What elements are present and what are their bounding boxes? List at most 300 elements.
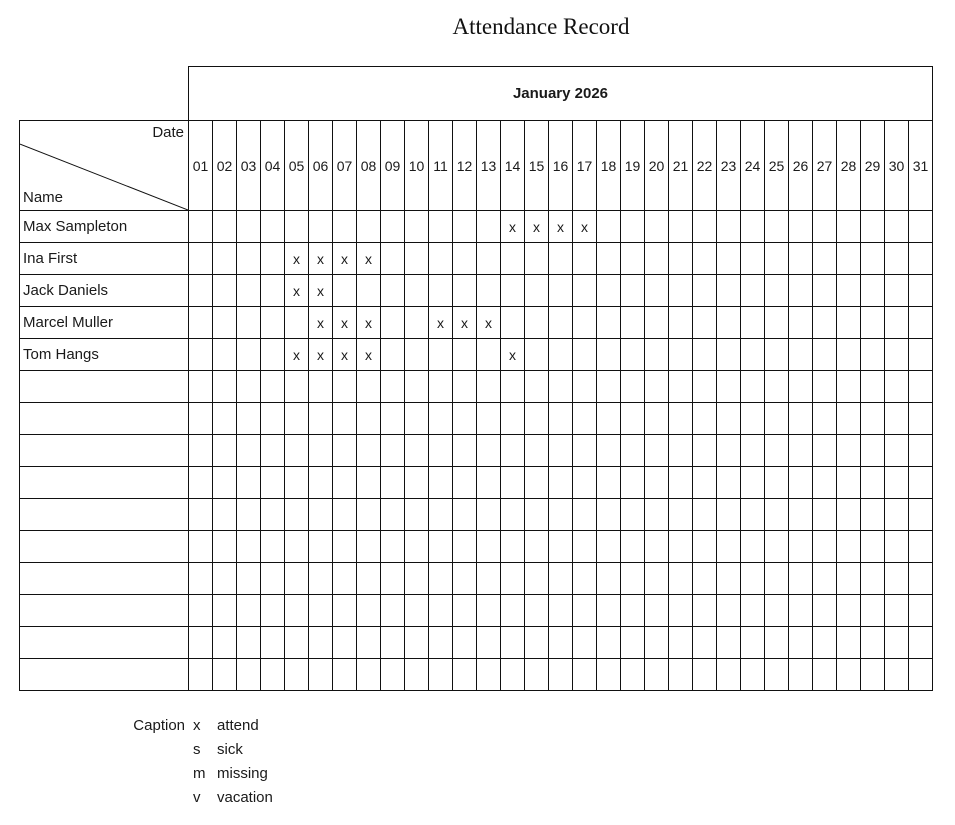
mark-cell [309,211,333,243]
day-header: 13 [477,121,501,211]
day-header: 09 [381,121,405,211]
mark-cell [693,211,717,243]
mark-cell [381,307,405,339]
mark-cell [741,563,765,595]
mark-cell [693,659,717,691]
mark-cell [885,435,909,467]
mark-cell [669,275,693,307]
day-header: 15 [525,121,549,211]
mark-cell [885,659,909,691]
mark-cell: x [357,243,381,275]
mark-cell [309,467,333,499]
mark-cell [813,659,837,691]
mark-cell [429,595,453,627]
mark-cell [477,531,501,563]
caption-symbol: x [193,717,201,734]
mark-cell [885,339,909,371]
mark-cell [405,659,429,691]
mark-cell [549,307,573,339]
mark-cell [621,403,645,435]
caption-symbol: v [193,789,201,806]
mark-cell [453,595,477,627]
day-header: 03 [237,121,261,211]
mark-cell [621,371,645,403]
mark-cell [237,403,261,435]
mark-cell [621,563,645,595]
mark-cell [837,659,861,691]
mark-cell [909,307,933,339]
mark-cell [573,339,597,371]
mark-cell [525,595,549,627]
mark-cell [285,403,309,435]
mark-cell: x [477,307,501,339]
mark-cell [453,467,477,499]
mark-cell [813,307,837,339]
mark-cell [813,243,837,275]
mark-cell [717,563,741,595]
mark-cell [861,307,885,339]
mark-cell [261,243,285,275]
mark-cell [909,339,933,371]
mark-cell [717,403,741,435]
day-header: 21 [669,121,693,211]
mark-cell [189,627,213,659]
mark-cell [717,435,741,467]
mark-cell [885,499,909,531]
mark-cell [861,243,885,275]
mark-cell [645,211,669,243]
mark-cell [213,403,237,435]
day-header: 20 [645,121,669,211]
mark-cell [525,627,549,659]
mark-cell [717,467,741,499]
mark-cell [789,275,813,307]
mark-cell [597,595,621,627]
mark-cell [597,371,621,403]
mark-cell [333,627,357,659]
mark-cell [405,435,429,467]
mark-cell [477,211,501,243]
table-row [20,627,933,659]
mark-cell [909,563,933,595]
mark-cell [261,275,285,307]
mark-cell [645,563,669,595]
day-header: 30 [885,121,909,211]
mark-cell [357,211,381,243]
mark-cell: x [309,243,333,275]
mark-cell [357,531,381,563]
name-cell [20,595,189,627]
mark-cell [285,435,309,467]
mark-cell: x [333,339,357,371]
mark-cell [861,211,885,243]
mark-cell [381,659,405,691]
mark-cell [621,307,645,339]
mark-cell [525,243,549,275]
mark-cell [549,659,573,691]
name-cell [20,467,189,499]
mark-cell [837,499,861,531]
mark-cell [573,275,597,307]
mark-cell [285,211,309,243]
mark-cell [693,499,717,531]
mark-cell [477,403,501,435]
mark-cell [765,307,789,339]
mark-cell [381,531,405,563]
mark-cell [597,531,621,563]
mark-cell [741,211,765,243]
mark-cell [285,371,309,403]
mark-cell [237,563,261,595]
mark-cell [813,595,837,627]
mark-cell [285,307,309,339]
mark-cell [261,595,285,627]
day-header: 06 [309,121,333,211]
mark-cell [261,339,285,371]
mark-cell [645,275,669,307]
mark-cell [453,403,477,435]
mark-cell [885,467,909,499]
day-header: 26 [789,121,813,211]
mark-cell [429,499,453,531]
mark-cell [741,307,765,339]
mark-cell [285,467,309,499]
mark-cell [333,403,357,435]
mark-cell: x [333,307,357,339]
mark-cell [501,531,525,563]
mark-cell [645,307,669,339]
mark-cell [645,339,669,371]
mark-cell [909,371,933,403]
mark-cell [597,243,621,275]
mark-cell [885,563,909,595]
caption-meaning: missing [217,765,268,782]
mark-cell [189,563,213,595]
mark-cell [501,595,525,627]
mark-cell [213,307,237,339]
mark-cell [669,339,693,371]
day-header: 14 [501,121,525,211]
mark-cell [237,243,261,275]
mark-cell [789,371,813,403]
mark-cell [477,563,501,595]
mark-cell [309,659,333,691]
mark-cell [789,499,813,531]
mark-cell [189,531,213,563]
mark-cell [357,563,381,595]
mark-cell [717,595,741,627]
mark-cell [693,531,717,563]
mark-cell [525,403,549,435]
mark-cell [573,307,597,339]
mark-cell [429,275,453,307]
mark-cell [669,563,693,595]
mark-cell [501,435,525,467]
day-header: 23 [717,121,741,211]
mark-cell [429,659,453,691]
mark-cell [909,243,933,275]
mark-cell [621,275,645,307]
mark-cell [213,563,237,595]
mark-cell [741,243,765,275]
table-row [20,467,933,499]
mark-cell [813,403,837,435]
mark-cell [573,659,597,691]
day-header: 28 [837,121,861,211]
mark-cell [693,307,717,339]
mark-cell [597,339,621,371]
mark-cell [261,211,285,243]
mark-cell [621,467,645,499]
mark-cell [405,467,429,499]
mark-cell [789,531,813,563]
mark-cell [837,595,861,627]
month-row [20,67,933,121]
mark-cell: x [333,243,357,275]
mark-cell [525,275,549,307]
mark-cell [213,371,237,403]
mark-cell [741,499,765,531]
mark-cell [189,275,213,307]
mark-cell [309,595,333,627]
mark-cell [333,531,357,563]
mark-cell [237,659,261,691]
mark-cell [765,371,789,403]
table-row [20,499,933,531]
mark-cell [789,211,813,243]
mark-cell [789,403,813,435]
mark-cell: x [429,307,453,339]
mark-cell [741,659,765,691]
mark-cell: x [285,243,309,275]
mark-cell [429,211,453,243]
mark-cell [525,467,549,499]
caption-meaning: attend [217,717,259,734]
mark-cell [597,275,621,307]
mark-cell [189,339,213,371]
mark-cell [381,595,405,627]
mark-cell [813,371,837,403]
mark-cell [237,371,261,403]
mark-cell [189,595,213,627]
mark-cell [357,371,381,403]
mark-cell [717,371,741,403]
mark-cell: x [549,211,573,243]
mark-cell [405,339,429,371]
mark-cell [909,595,933,627]
caption-symbol: m [193,765,206,782]
mark-cell [237,435,261,467]
mark-cell [549,371,573,403]
mark-cell [693,403,717,435]
mark-cell [237,531,261,563]
mark-cell [525,531,549,563]
mark-cell [357,435,381,467]
mark-cell [741,595,765,627]
mark-cell [741,435,765,467]
mark-cell [477,275,501,307]
mark-cell [837,307,861,339]
mark-cell [741,531,765,563]
day-header: 25 [765,121,789,211]
day-header: 11 [429,121,453,211]
mark-cell [813,627,837,659]
mark-cell [861,531,885,563]
mark-cell [765,627,789,659]
mark-cell [405,595,429,627]
page-title: Attendance Record [452,14,630,39]
mark-cell [909,659,933,691]
mark-cell [861,659,885,691]
name-cell [20,531,189,563]
mark-cell [333,275,357,307]
mark-cell [261,403,285,435]
mark-cell [741,467,765,499]
mark-cell [213,211,237,243]
mark-cell [837,435,861,467]
mark-cell [669,211,693,243]
mark-cell [213,435,237,467]
mark-cell [885,307,909,339]
name-cell [20,371,189,403]
mark-cell [189,499,213,531]
caption-meaning: vacation [217,789,273,806]
mark-cell [645,243,669,275]
mark-cell [501,627,525,659]
mark-cell [789,595,813,627]
mark-cell [765,275,789,307]
mark-cell [501,307,525,339]
mark-cell [309,435,333,467]
mark-cell [717,307,741,339]
table-row [20,403,933,435]
mark-cell [549,243,573,275]
mark-cell [645,403,669,435]
mark-cell [789,563,813,595]
mark-cell [813,499,837,531]
mark-cell [213,531,237,563]
day-header: 19 [621,121,645,211]
mark-cell [453,499,477,531]
mark-cell [885,531,909,563]
mark-cell [525,435,549,467]
mark-cell: x [501,211,525,243]
mark-cell [789,659,813,691]
mark-cell [573,627,597,659]
mark-cell [477,659,501,691]
mark-cell [573,243,597,275]
mark-cell [477,499,501,531]
mark-cell [741,275,765,307]
mark-cell [645,371,669,403]
mark-cell [357,627,381,659]
mark-cell [453,659,477,691]
mark-cell [909,403,933,435]
mark-cell [693,595,717,627]
mark-cell [237,499,261,531]
mark-cell [501,563,525,595]
mark-cell [717,211,741,243]
mark-cell [861,435,885,467]
mark-cell: x [357,307,381,339]
mark-cell [669,371,693,403]
mark-cell [405,307,429,339]
mark-cell [309,563,333,595]
mark-cell [357,275,381,307]
mark-cell [405,627,429,659]
mark-cell [645,595,669,627]
mark-cell [549,563,573,595]
mark-cell [381,243,405,275]
mark-cell [549,467,573,499]
mark-cell [669,531,693,563]
mark-cell [333,659,357,691]
mark-cell [693,563,717,595]
name-cell: Tom Hangs [20,339,189,371]
mark-cell [261,627,285,659]
mark-cell [765,211,789,243]
day-header: 10 [405,121,429,211]
table-row [20,307,933,339]
mark-cell [837,339,861,371]
day-header: 12 [453,121,477,211]
mark-cell [765,403,789,435]
mark-cell [717,659,741,691]
mark-cell [525,371,549,403]
mark-cell [261,563,285,595]
mark-cell [573,403,597,435]
mark-cell [453,339,477,371]
mark-cell [477,371,501,403]
mark-cell [765,435,789,467]
mark-cell [333,595,357,627]
mark-cell [285,659,309,691]
mark-cell [381,627,405,659]
mark-cell [789,627,813,659]
mark-cell [357,595,381,627]
mark-cell [381,371,405,403]
mark-cell [693,339,717,371]
caption-meaning: sick [217,741,243,758]
mark-cell [237,307,261,339]
mark-cell [621,435,645,467]
mark-cell [477,339,501,371]
mark-cell [645,467,669,499]
mark-cell [837,531,861,563]
date-header-row [20,121,933,211]
table-row [20,659,933,691]
mark-cell [381,499,405,531]
caption-label-spacer [120,786,193,810]
mark-cell [861,339,885,371]
mark-cell: x [309,339,333,371]
mark-cell [261,659,285,691]
mark-cell [189,435,213,467]
mark-cell [429,371,453,403]
mark-cell [813,467,837,499]
day-header: 16 [549,121,573,211]
mark-cell [405,563,429,595]
mark-cell [813,211,837,243]
mark-cell [261,467,285,499]
mark-cell [501,403,525,435]
mark-cell [525,659,549,691]
caption-symbol: s [193,741,201,758]
mark-cell [357,499,381,531]
mark-cell: x [453,307,477,339]
mark-cell [765,531,789,563]
mark-cell [213,339,237,371]
